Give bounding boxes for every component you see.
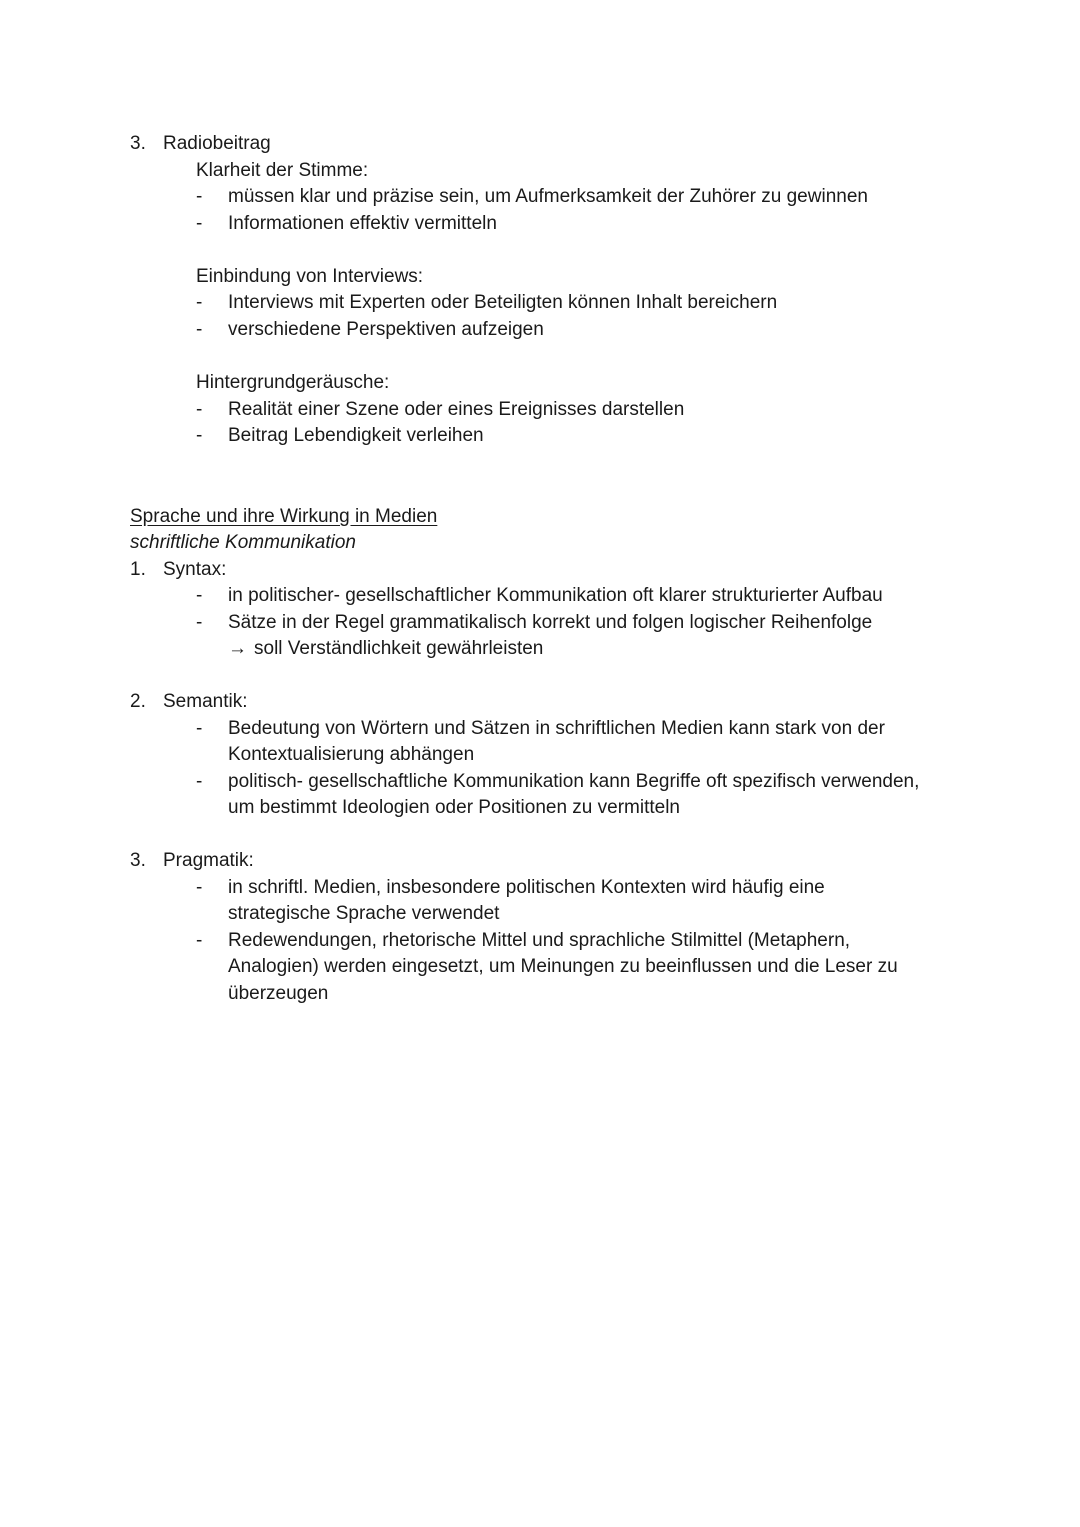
bullet-text: in schriftl. Medien, insbesondere politischen Kontexten wird häufig eine	[228, 877, 825, 898]
bullet-text-cont: Kontextualisierung abhängen	[228, 744, 475, 765]
bullet-dash: -	[196, 585, 203, 606]
bullet-dash: -	[196, 612, 203, 633]
arrow-text: soll Verständlichkeit gewährleisten	[254, 638, 544, 659]
bullet-text: Interviews mit Experten oder Beteiligten können Inhalt bereichern	[228, 292, 778, 313]
bullet-dash: -	[196, 930, 203, 951]
bullet-dash: -	[196, 186, 203, 207]
list-number: 3.	[130, 133, 146, 154]
bullet-dash: -	[196, 319, 203, 340]
list-number: 3.	[130, 850, 146, 871]
group-heading: Hintergrundgeräusche:	[196, 372, 390, 393]
bullet-text-cont: um bestimmt Ideologien oder Positionen zu vermitteln	[228, 797, 681, 818]
bullet-text: Beitrag Lebendigkeit verleihen	[228, 425, 484, 446]
bullet-text: Realität einer Szene oder eines Ereignisses darstellen	[228, 399, 685, 420]
bullet-dash: -	[196, 877, 203, 898]
section-heading: Sprache und ihre Wirkung in Medien	[130, 506, 438, 527]
section-subheading: schriftliche Kommunikation	[130, 532, 356, 553]
list-number: 2.	[130, 691, 146, 712]
group-heading: Einbindung von Interviews:	[196, 266, 424, 287]
group-heading: Klarheit der Stimme:	[196, 160, 369, 181]
section-title-radiobeitrag: Radiobeitrag	[163, 133, 271, 154]
bullet-text-cont: strategische Sprache verwendet	[228, 903, 500, 924]
bullet-dash: -	[196, 399, 203, 420]
bullet-text-cont: überzeugen	[228, 983, 329, 1004]
bullet-text: Bedeutung von Wörtern und Sätzen in schriftlichen Medien kann stark von der	[228, 718, 885, 739]
bullet-dash: -	[196, 771, 203, 792]
bullet-text-cont: Analogien) werden eingesetzt, um Meinungen zu beeinflussen und die Leser zu	[228, 956, 898, 977]
list-number: 1.	[130, 559, 146, 580]
bullet-text: müssen klar und präzise sein, um Aufmerksamkeit der Zuhörer zu gewinnen	[228, 186, 868, 207]
bullet-text: politisch- gesellschaftliche Kommunikation kann Begriffe oft spezifisch verwenden,	[228, 771, 920, 792]
item-title-syntax: Syntax:	[163, 559, 227, 580]
bullet-dash: -	[196, 718, 203, 739]
bullet-dash: -	[196, 213, 203, 234]
bullet-text: Redewendungen, rhetorische Mittel und sprachliche Stilmittel (Metaphern,	[228, 930, 851, 951]
bullet-text: in politischer- gesellschaftlicher Kommunikation oft klarer strukturierter Aufbau	[228, 585, 883, 606]
arrow-icon: →	[228, 638, 247, 659]
item-title-pragmatik: Pragmatik:	[163, 850, 254, 871]
bullet-text: Sätze in der Regel grammatikalisch korrekt und folgen logischer Reihenfolge	[228, 612, 873, 633]
item-title-semantik: Semantik:	[163, 691, 248, 712]
bullet-dash: -	[196, 292, 203, 313]
bullet-dash: -	[196, 425, 203, 446]
bullet-text: Informationen effektiv vermitteln	[228, 213, 497, 234]
bullet-text: verschiedene Perspektiven aufzeigen	[228, 319, 544, 340]
